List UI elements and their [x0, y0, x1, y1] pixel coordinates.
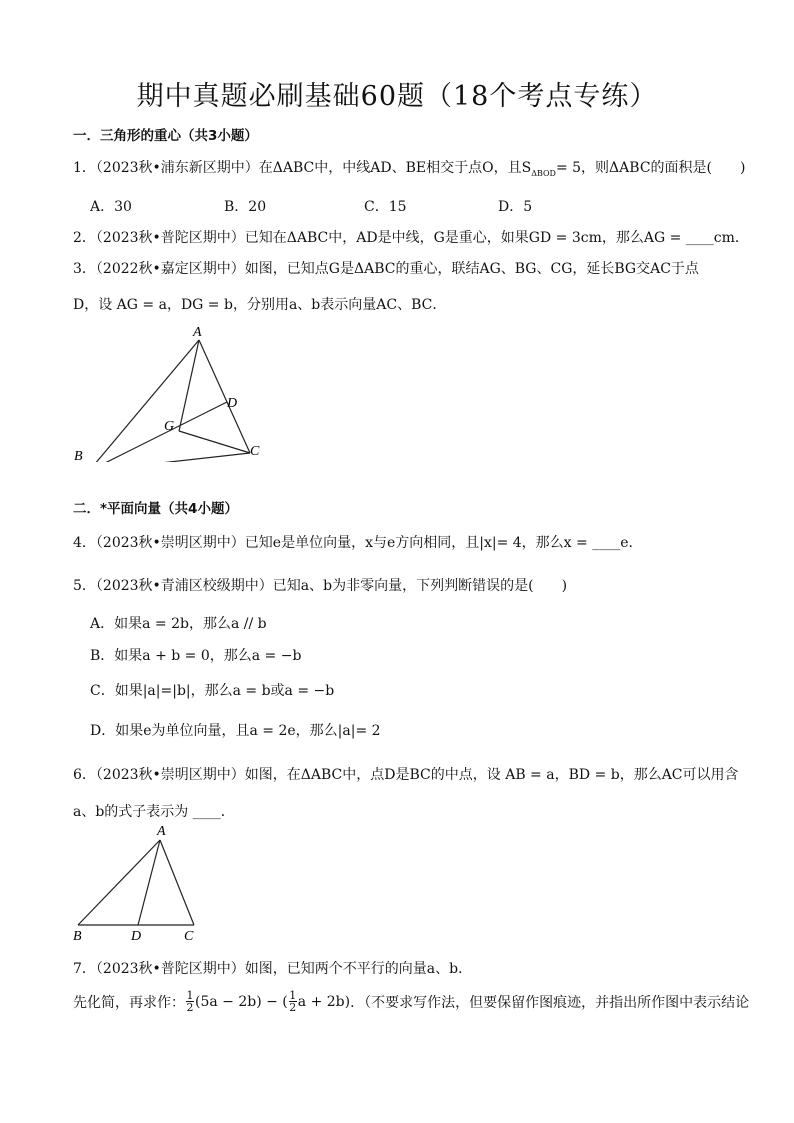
q7-prompt: 先化简，再求作： [73, 994, 185, 1011]
segment-bd [89, 402, 227, 462]
q1-tail-text: = 5，则ΔABC的面积是( ) [555, 160, 746, 176]
q1-option-b: B．20 [224, 199, 267, 215]
question-1-stem [73, 157, 745, 178]
fraction-numerator: 1 [289, 989, 297, 1002]
label-g: G [164, 419, 175, 434]
q1-stem-text: 1．（2023秋•浦东新区期中）在ΔABC中，中线AD、BE相交于点O，且S [73, 160, 532, 176]
question-7-line-1: 7．（2023秋•普陀区期中）如图，已知两个不平行的向量a、b． [73, 961, 473, 977]
question-4: 4．（2023秋•崇明区期中）已知e是单位向量，x与e方向相同，且|x|= 4，那么x = ____e． [73, 535, 643, 551]
question-3-line-2: D，设 AG = a，DG = b，分别用a、b表示向量AC、BC． [73, 297, 447, 313]
section-heading-vectors: 二．*平面向量（共4小题） [73, 501, 238, 517]
q1-option-d: D．5 [498, 199, 533, 215]
label-a: A [157, 824, 166, 839]
q7-instruction-tail: ．（不要求写作法，但要保留作图痕迹，并指出所作图中表示结论 [350, 994, 750, 1011]
fraction-numerator: 1 [186, 989, 194, 1002]
q1-subscript: ΔBOD [531, 168, 556, 178]
label-a: A [193, 325, 202, 340]
question-3-line-1: 3．（2022秋•嘉定区期中）如图，已知点G是ΔABC的重心，联结AG、BG、CG，延长BG交AC于点 [73, 261, 699, 277]
label-c: C [250, 444, 260, 459]
q5-option-a: A．如果a = 2b，那么a // b [90, 616, 267, 632]
q7-expression-part-1: (5a − 2b) − ( [195, 993, 288, 1010]
question-6-line-1: 6．（2023秋•崇明区期中）如图，在ΔABC中，点D是BC的中点，设 AB = a，BD = b，那么AC可以用含 [73, 767, 739, 783]
q5-option-d: D．如果e为单位向量，且a = 2e，那么|a|= 2 [90, 723, 381, 739]
section-heading-centroid: 一．三角形的重心（共3小题） [73, 128, 258, 144]
question-7-line-2 [73, 990, 749, 1013]
fraction-half-1 [186, 990, 194, 1013]
label-d: D [131, 929, 142, 944]
q7-expression-part-2: a + 2b) [297, 993, 351, 1010]
q1-option-c: C．15 [364, 199, 407, 215]
fraction-denominator: 2 [289, 1001, 297, 1014]
label-d: D [227, 396, 238, 411]
segment-ac [199, 340, 250, 453]
page-title: 期中真题必刷基础60题（18个考点专练） [136, 81, 658, 112]
fraction-denominator: 2 [186, 1001, 194, 1014]
label-c: C [184, 929, 194, 944]
question-2: 2．（2023秋•普陀区期中）已知在ΔABC中，AD是中线，G是重心，如果GD = 3cm，那么AG = ____cm． [73, 230, 749, 246]
segment-bc [89, 453, 250, 462]
question-5-stem: 5．（2023秋•青浦区校级期中）已知a、b为非零向量，下列判断错误的是( ) [73, 578, 568, 594]
segment-ad [138, 840, 160, 925]
q1-option-a: A．30 [90, 199, 132, 215]
label-b: B [74, 449, 83, 462]
q5-option-c: C．如果|a|=|b|，那么a = b或a = −b [90, 683, 335, 699]
question-6-line-2: a、b的式子表示为 ____． [73, 804, 235, 820]
q5-option-b: B．如果a + b = 0，那么a = −b [90, 648, 302, 664]
figure-triangle-centroid [70, 322, 280, 462]
segment-ab [78, 840, 160, 925]
segment-ac [160, 840, 194, 925]
label-b: B [73, 929, 82, 944]
fraction-half-2 [289, 990, 297, 1013]
segment-gc [179, 431, 250, 453]
figure-triangle-midpoint [68, 822, 208, 946]
